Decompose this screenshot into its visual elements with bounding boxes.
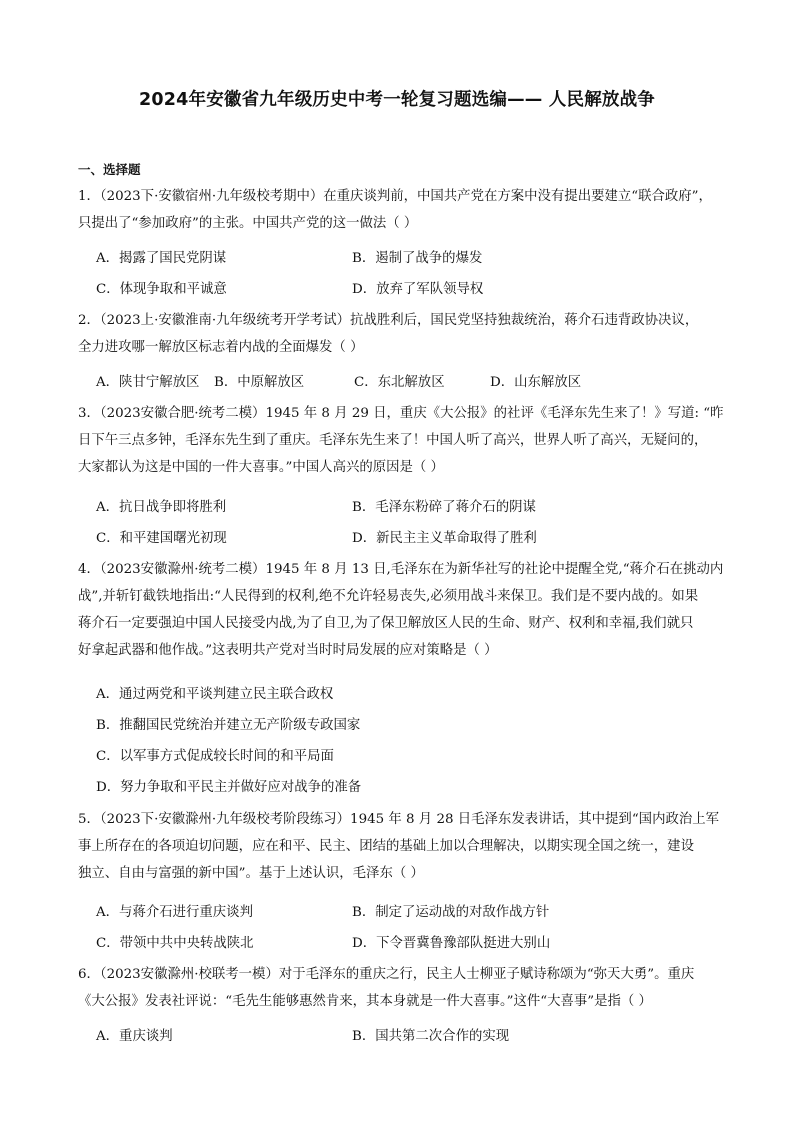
question-4-line-4: 好拿起武器和他作战。”这表明共产党对当时时局发展的应对策略是（ ） [78, 643, 498, 658]
question-6-option-a: A．重庆谈判 [96, 1029, 173, 1044]
question-3-line-1: 3．（2023安徽合肥·统考二模）1945 年 8 月 29 日，重庆《大公报》的社评《毛泽东先生来了！》写道: “昨 [78, 406, 724, 421]
question-4-option-b: B．推翻国民党统治并建立无产阶级专政国家 [96, 718, 361, 733]
question-4-stem [78, 556, 728, 664]
question-6-line-1: 6．（2023安徽滁州·校联考一模）对于毛泽东的重庆之行，民主人士柳亚子赋诗称颂为“弥天大勇”。重庆 [78, 967, 695, 982]
question-3-option-d: D．新民主主义革命取得了胜利 [352, 531, 537, 546]
question-1-option-a: A．揭露了国民党阴谋 [96, 251, 227, 266]
question-4-line-3: 蒋介石一定要强迫中国人民接受内战,为了自卫,为了保卫解放区人民的生命、财产、权利和幸福,我们就只 [78, 616, 694, 631]
question-3-option-a: A．抗日战争即将胜利 [96, 500, 227, 515]
question-2-line-1: 2．（2023上·安徽淮南·九年级统考开学考试）抗战胜利后，国民党坚持独裁统治，蒋介石违背政协决议， [78, 313, 699, 328]
section-heading: 一、选择题 [78, 162, 141, 177]
question-3-line-2: 日下午三点多钟，毛泽东先生到了重庆。毛泽东先生来了！中国人听了高兴，世界人听了高兴，无疑问的， [78, 433, 708, 448]
question-4-option-c-row [96, 743, 736, 770]
question-1-options-row-1 [96, 245, 736, 272]
question-2-stem [78, 307, 728, 361]
question-6-line-2: 《大公报》发表社评说：“毛先生能够惠然肯来，其本身就是一件大喜事。”这件“大喜事”是指（ ） [78, 994, 652, 1009]
question-5-stem [78, 806, 728, 887]
question-4-line-2: 战”,并斩钉截铁地指出:“人民得到的权利,绝不允许轻易丧失,必须用战斗来保卫。我们是不要内战的。如果 [78, 589, 699, 604]
document-title: 2024年安徽省九年级历史中考一轮复习题选编—— 人民解放战争 [139, 90, 655, 110]
question-3-option-b: B．毛泽东粉碎了蒋介石的阴谋 [352, 500, 536, 515]
question-2-option-d: D．山东解放区 [490, 375, 582, 390]
question-3-options-row-1 [96, 494, 736, 521]
question-2-options-row [96, 369, 736, 396]
question-5-options-row-2 [96, 930, 736, 957]
question-5-option-c: C．带领中共中央转战陕北 [96, 936, 254, 951]
question-1-line-1: 1．（2023下·安徽宿州·九年级校考期中）在重庆谈判前，中国共产党在方案中没有提出要建立“联合政府”， [78, 189, 712, 204]
question-4-option-d: D．努力争取和平民主并做好应对战争的准备 [96, 780, 362, 795]
question-1-line-2: 只提出了“参加政府”的主张。中国共产党的这一做法（ ） [78, 216, 418, 231]
question-1-option-b: B．遏制了战争的爆发 [352, 251, 483, 266]
question-2-option-a: A．陕甘宁解放区 [96, 375, 200, 390]
question-2-line-2: 全力进攻哪一解放区标志着内战的全面爆发（ ） [78, 340, 364, 355]
question-1-option-d: D．放弃了军队领导权 [352, 282, 484, 297]
question-4-line-1: 4．（2023安徽滁州·统考二模）1945 年 8 月 13 日,毛泽东在为新华社写的社论中提醒全党,“蒋介石在挑动内 [78, 562, 724, 577]
question-6-stem [78, 961, 728, 1015]
question-4-option-c: C．以军事方式促成较长时间的和平局面 [96, 749, 334, 764]
question-5-line-3: 独立、自由与富强的新中国”。基于上述认识，毛泽东（ ） [78, 866, 424, 881]
question-6-option-b: B．国共第二次合作的实现 [352, 1029, 510, 1044]
question-1-options-row-2 [96, 276, 736, 303]
question-1-option-c: C．体现争取和平诚意 [96, 282, 227, 297]
question-5-line-2: 事上所存在的各项迫切问题，应在和平、民主、团结的基础上加以合理解决，以期实现全国之统一，建设 [78, 839, 694, 854]
question-4-option-a-row [96, 681, 736, 708]
question-1-stem [78, 183, 728, 237]
question-6-options-row-1 [96, 1023, 736, 1050]
question-4-option-b-row [96, 712, 736, 739]
question-5-option-b: B．制定了运动战的对敌作战方针 [352, 905, 550, 920]
question-5-option-d: D．下令晋冀鲁豫部队挺进大别山 [352, 936, 551, 951]
question-3-option-c: C．和平建国曙光初现 [96, 531, 227, 546]
question-5-option-a: A．与蒋介石进行重庆谈判 [96, 905, 253, 920]
question-3-stem [78, 400, 728, 481]
question-3-line-3: 大家都认为这是中国的一件大喜事。”中国人高兴的原因是（ ） [78, 460, 444, 475]
question-5-line-1: 5．（2023下·安徽滁州·九年级校考阶段练习）1945 年 8 月 28 日毛泽东发表讲话，其中提到“国内政治上军 [78, 812, 720, 827]
question-5-options-row-1 [96, 899, 736, 926]
question-2-option-c: C．东北解放区 [354, 375, 445, 390]
question-4-option-a: A．通过两党和平谈判建立民主联合政权 [96, 687, 334, 702]
question-2-option-b: B．中原解放区 [214, 375, 305, 390]
question-4-option-d-row [96, 774, 736, 801]
question-3-options-row-2 [96, 525, 736, 552]
